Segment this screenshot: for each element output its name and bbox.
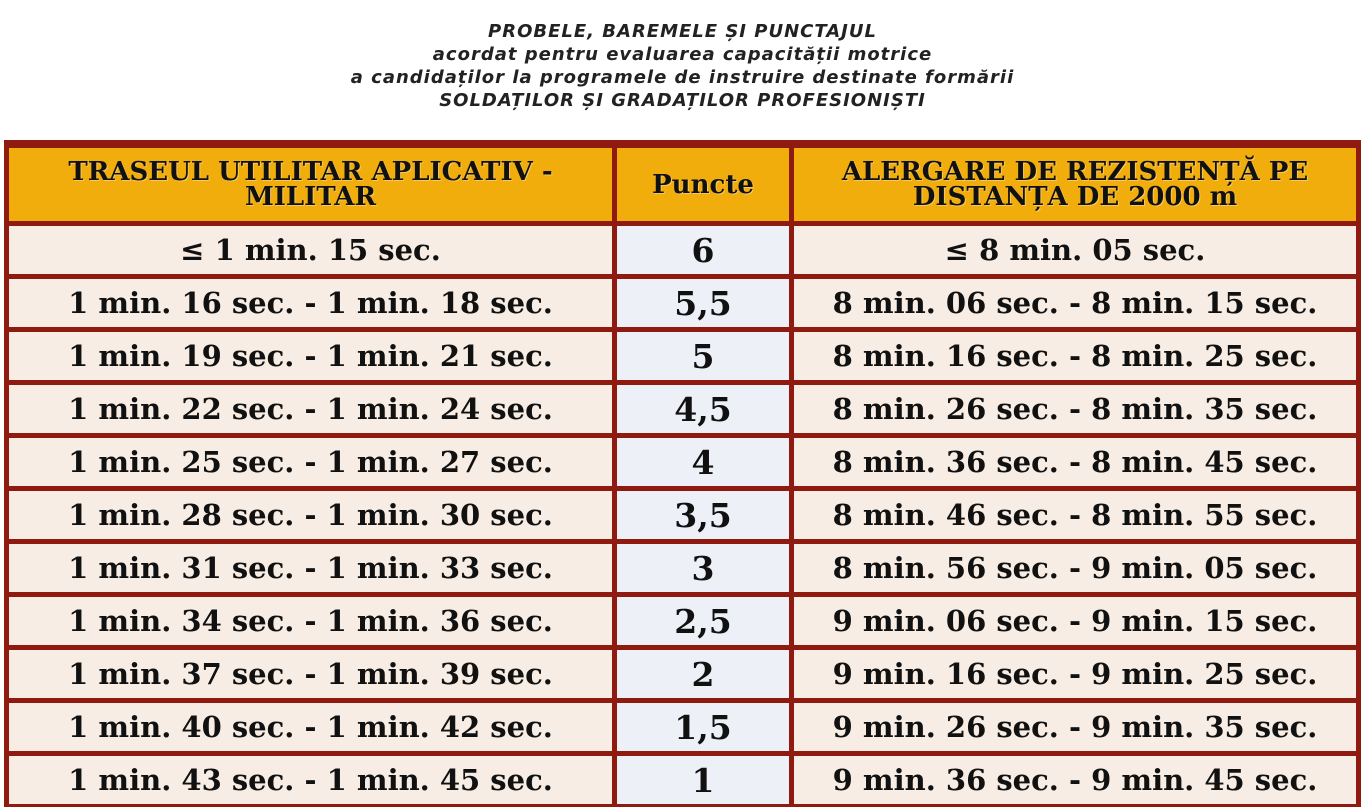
cell-traseu: 1 min. 28 sec. - 1 min. 30 sec. [9,491,612,539]
cell-alergare: 8 min. 36 sec. - 8 min. 45 sec. [794,438,1356,486]
heading-line-3: a candidaților la programele de instruire destinate formării [350,67,1015,88]
cell-traseu: 1 min. 43 sec. - 1 min. 45 sec. [9,756,612,804]
heading-line-4: SOLDAȚILOR ȘI GRADAȚILOR PROFESIONIȘTI [439,90,926,111]
cell-puncte: 5,5 [617,279,789,327]
scoring-table [4,140,1361,807]
cell-puncte: 5 [617,332,789,380]
cell-puncte: 2,5 [617,597,789,645]
cell-alergare: 9 min. 16 sec. - 9 min. 25 sec. [794,650,1356,698]
cell-traseu: ≤ 1 min. 15 sec. [9,226,612,274]
scoring-table-grid [4,140,1361,807]
cell-traseu: 1 min. 37 sec. - 1 min. 39 sec. [9,650,612,698]
cell-puncte: 6 [617,226,789,274]
header-puncte: Puncte [617,148,789,221]
cell-traseu: 1 min. 19 sec. - 1 min. 21 sec. [9,332,612,380]
cell-alergare: 9 min. 26 sec. - 9 min. 35 sec. [794,703,1356,751]
cell-alergare: 8 min. 26 sec. - 8 min. 35 sec. [794,385,1356,433]
cell-traseu: 1 min. 25 sec. - 1 min. 27 sec. [9,438,612,486]
cell-traseu: 1 min. 16 sec. - 1 min. 18 sec. [9,279,612,327]
cell-puncte: 1 [617,756,789,804]
header-alergare: ALERGARE DE REZISTENȚĂ PE DISTANȚA DE 2000 m [794,148,1356,221]
cell-traseu: 1 min. 31 sec. - 1 min. 33 sec. [9,544,612,592]
cell-puncte: 2 [617,650,789,698]
cell-alergare: 9 min. 36 sec. - 9 min. 45 sec. [794,756,1356,804]
cell-traseu: 1 min. 34 sec. - 1 min. 36 sec. [9,597,612,645]
cell-puncte: 1,5 [617,703,789,751]
cell-puncte: 3 [617,544,789,592]
cell-puncte: 3,5 [617,491,789,539]
cell-alergare: 8 min. 16 sec. - 8 min. 25 sec. [794,332,1356,380]
cell-puncte: 4 [617,438,789,486]
heading-line-1: PROBELE, BAREMELE ȘI PUNCTAJUL [488,21,877,42]
cell-traseu: 1 min. 40 sec. - 1 min. 42 sec. [9,703,612,751]
cell-alergare: 9 min. 06 sec. - 9 min. 15 sec. [794,597,1356,645]
cell-alergare: 8 min. 06 sec. - 8 min. 15 sec. [794,279,1356,327]
cell-puncte: 4,5 [617,385,789,433]
cell-alergare: 8 min. 46 sec. - 8 min. 55 sec. [794,491,1356,539]
cell-traseu: 1 min. 22 sec. - 1 min. 24 sec. [9,385,612,433]
header-traseu: TRASEUL UTILITAR APLICATIV - MILITAR [9,148,612,221]
document-heading [0,20,1365,112]
cell-alergare: 8 min. 56 sec. - 9 min. 05 sec. [794,544,1356,592]
cell-alergare: ≤ 8 min. 05 sec. [794,226,1356,274]
heading-line-2: acordat pentru evaluarea capacității motrice [432,44,933,65]
